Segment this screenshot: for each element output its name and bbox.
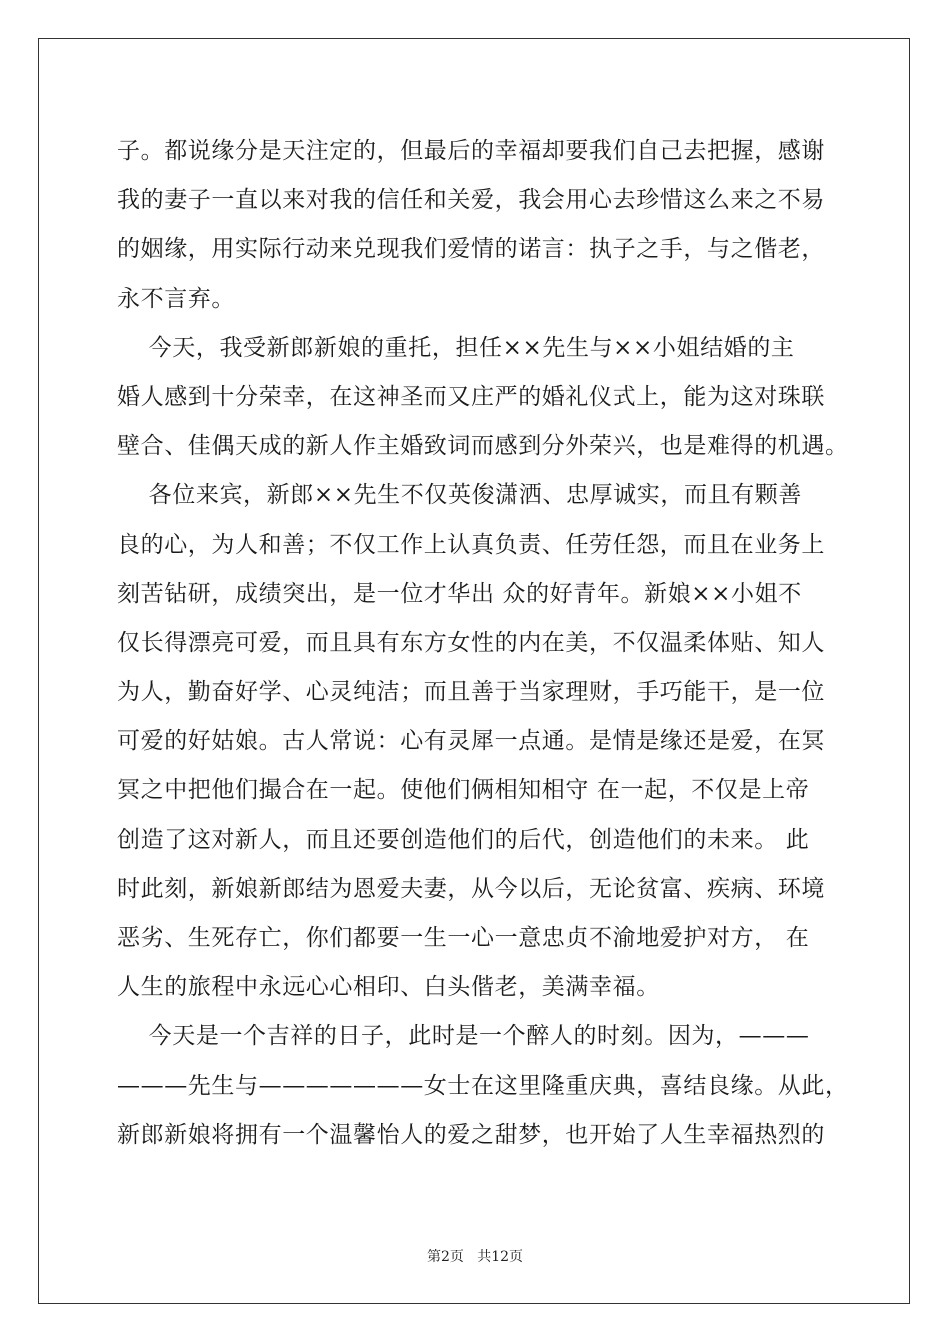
text-line: 新郎新娘将拥有一个温馨怡人的爱之甜梦，也开始了人生幸福热烈的 [117, 1121, 825, 1148]
text-line: 我的妻子一直以来对我的信任和关爱，我会用心去珍惜这么来之不易 [117, 187, 825, 214]
text-line: 婚人感到十分荣幸，在这神圣而又庄严的婚礼仪式上，能为这对珠联 [117, 383, 825, 410]
text-line: 为人，勤奋好学、心灵纯洁；而且善于当家理财，手巧能干，是一位 [117, 679, 825, 706]
text-line: 冥之中把他们撮合在一起。使他们俩相知相守 在一起，不仅是上帝 [117, 777, 810, 804]
text-line: 的姻缘，用实际行动来兑现我们爱情的诺言：执子之手，与之偕老， [117, 236, 825, 263]
text-line: 各位来宾，新郎××先生不仅英俊潇洒、忠厚诚实，而且有颗善 [117, 482, 802, 509]
text-line: 创造了这对新人，而且还要创造他们的后代，创造他们的未来。 此 [117, 826, 810, 853]
text-line: ———先生与———————女士在这里隆重庆典，喜结良缘。从此， [117, 1072, 849, 1099]
text-line: 可爱的好姑娘。古人常说：心有灵犀一点通。是情是缘还是爱，在冥 [117, 728, 825, 755]
text-line: 仅长得漂亮可爱，而且具有东方女性的内在美，不仅温柔体贴、知人 [117, 629, 825, 656]
text-line: 永不言弃。 [117, 285, 235, 312]
text-line: 时此刻，新娘新郎结为恩爱夫妻，从今以后，无论贫富、疾病、环境 [117, 875, 825, 902]
text-line: 恶劣、生死存亡，你们都要一生一心一意忠贞不渝地爱护对方， 在 [117, 925, 810, 951]
text-line: 人生的旅程中永远心心相印、白头偕老，美满幸福。 [117, 974, 660, 1001]
document-body [117, 127, 849, 1160]
text-line: 良的心，为人和善；不仅工作上认真负责、任劳任怨，而且在业务上 [117, 531, 825, 558]
text-line: 壁合、佳偶天成的新人作主婚致词而感到分外荣兴，也是难得的机遇。 [117, 433, 849, 460]
text-line: 今天是一个吉祥的日子，此时是一个醉人的时刻。因为，——— [117, 1023, 810, 1050]
text-line: 刻苦钻研，成绩突出，是一位才华出 众的好青年。新娘××小姐不 [117, 580, 802, 607]
text-line: 子。都说缘分是天注定的，但最后的幸福却要我们自己去把握，感谢 [117, 138, 825, 164]
text-line: 今天，我受新郎新娘的重托，担任××先生与××小姐结婚的主 [117, 334, 795, 361]
page-number-footer: 第2页 共12页 [426, 1249, 524, 1265]
